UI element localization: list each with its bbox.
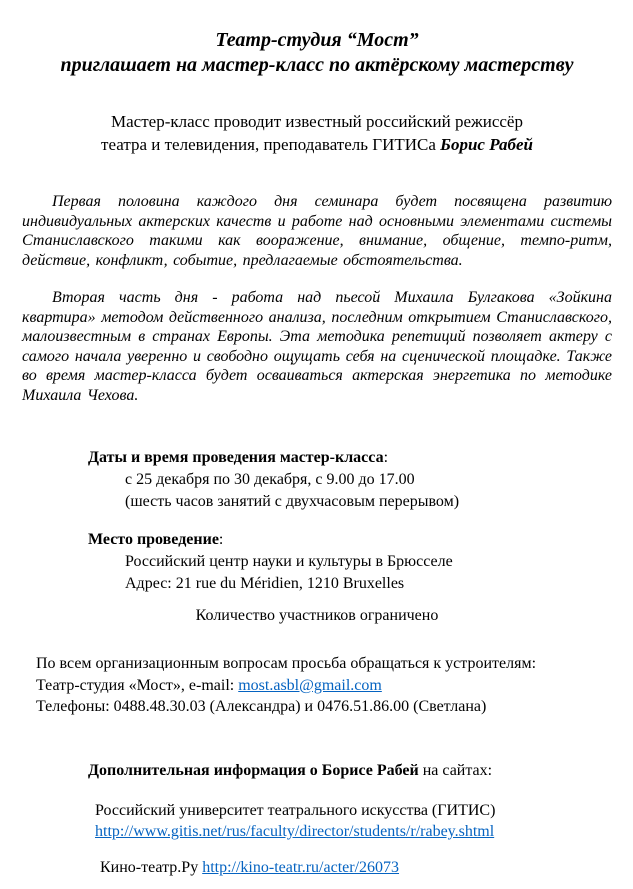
intro-text [22, 110, 612, 156]
paragraph-afternoon-program: Вторая часть дня - работа над пьесой Михаила Булгакова «Зойкина квартира» методом действенного анализа, последним открытием Станиславского, малоизвестным в странах Европы. Эта методика репетиций позволяет актеру с самого начала уверенно и свободно ощущать себя на сценической площадке. Также во время мастер-класса будет осваиваться актерская энергетика по методике Михаила Чехова. [22, 289, 612, 404]
venue-address: Адрес: 21 rue du Méridien, 1210 Bruxelles [125, 575, 405, 592]
schedule-duration-note: (шесть часов занятий с двухчасовым перерывом) [125, 493, 460, 510]
email-link[interactable]: most.asbl@gmail.com [238, 676, 382, 694]
contacts-intro-line: По всем организационным вопросам просьба обращаться к устроителям: [36, 655, 537, 672]
schedule-section [88, 447, 612, 513]
gitis-link[interactable]: http://www.gitis.net/rus/faculty/director/students/r/rabey.shtml [95, 823, 495, 840]
venue-heading [88, 529, 612, 551]
kino-site-block [100, 857, 612, 879]
venue-heading-text: Место проведение [88, 531, 219, 548]
schedule-heading [88, 447, 612, 469]
intro-line2-prefix: театра и телевидения, преподаватель ГИТИСа [101, 135, 441, 154]
intro-line1: Мастер-класс проводит известный российский режиссёр [111, 112, 523, 131]
contacts-email-line [36, 675, 612, 697]
contacts-block [36, 653, 612, 718]
schedule-heading-colon: : [383, 449, 389, 466]
contacts-phones-line: Телефоны: 0488.48.30.03 (Александра) и 0476.51.86.00 (Светлана) [36, 698, 487, 715]
more-info-heading-rest: на сайтах: [418, 761, 493, 779]
document-title [22, 28, 612, 78]
schedule-dates: с 25 декабря по 30 декабря, с 9.00 до 17.00 [125, 471, 415, 488]
contacts-email-prefix: Театр-студия «Мост», e-mail: [36, 676, 239, 694]
presenter-name: Борис Рабей [440, 135, 533, 154]
gitis-site-block [95, 800, 612, 843]
schedule-heading-text: Даты и время проведения мастер-класса [88, 449, 384, 466]
kino-link[interactable]: http://kino-teatr.ru/acter/26073 [202, 858, 400, 876]
venue-section [88, 529, 612, 595]
capacity-note: Количество участников ограничено [195, 607, 439, 624]
venue-heading-colon: : [218, 531, 224, 548]
paragraph-morning-program: Первая половина каждого дня семинара будет посвящена развитию индивидуальных актерских качеств и работе над основными элементами системы Станиславского такими как вооражение, внимание, общение, темпо-ритм, действие, конфликт, событие, предлагаемые обстоятельства. [22, 193, 612, 269]
kino-label: Кино-театр.Ру [100, 858, 203, 876]
more-info-heading [88, 760, 612, 782]
gitis-label: Российский университет театрального искусства (ГИТИС) [95, 801, 496, 819]
more-info-heading-bold: Дополнительная информация о Борисе Рабей [88, 761, 419, 779]
title-line1: Театр-студия “Мост” [215, 29, 419, 51]
venue-name: Российский центр науки и культуры в Брюсселе [125, 553, 453, 570]
title-line2: приглашает на мастер-класс по актёрскому мастерству [60, 54, 574, 76]
